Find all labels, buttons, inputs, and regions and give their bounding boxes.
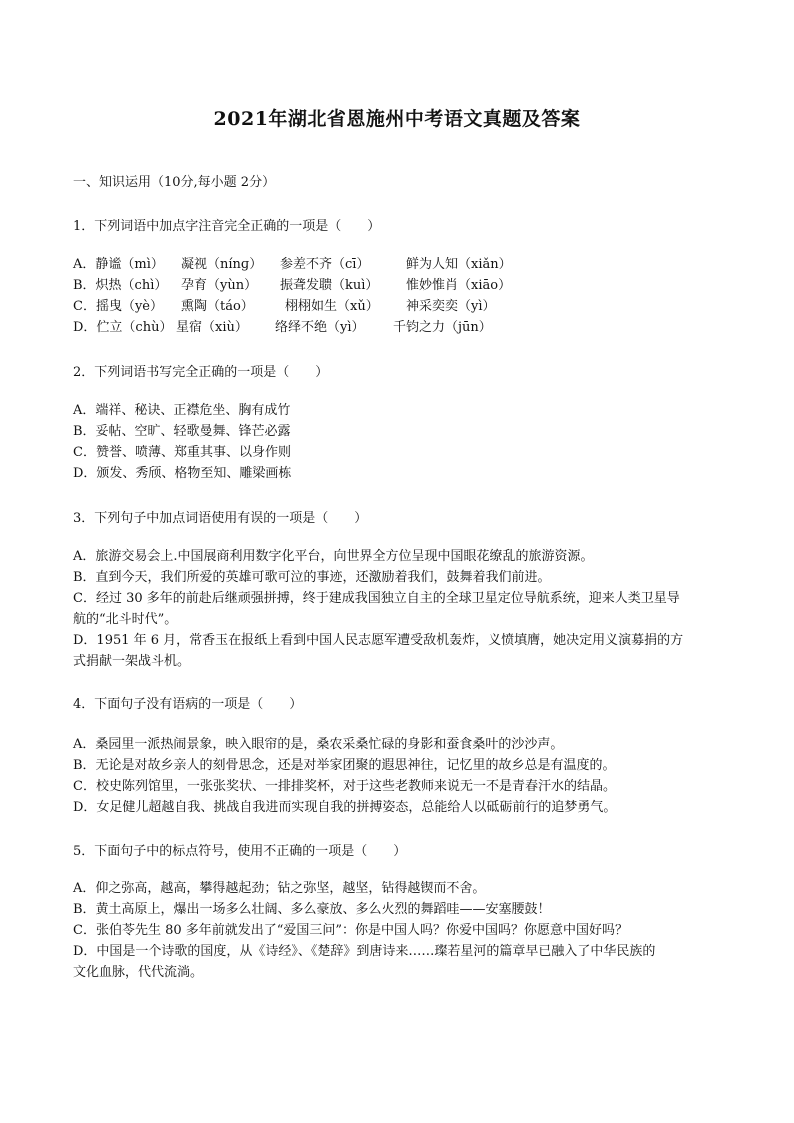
q1-d-4: 千钧之力（jūn） (393, 320, 492, 335)
q1-a-2: 凝视（nínɡ） (181, 257, 263, 272)
q5-line-4: D．中国是一个诗歌的国度，从《诗经》、《楚辞》到唐诗来……璨若星河的篇章早已融入了中华民族的 (73, 944, 656, 959)
q1-b-3: 振聋发聩（kuì） (280, 278, 379, 293)
q1-b-2: 孕育（yùn） (181, 278, 258, 293)
q4-option-a: A．桑园里一派热闹景象，映入眼帘的是，桑农采桑忙碌的身影和蚕食桑叶的沙沙声。 (73, 737, 564, 752)
q1-a-1: A．静谧（mì） (73, 257, 164, 272)
q5-line-1: A．仰之弥高，越高，攀得越起劲；钻之弥坚，越坚，钻得越锲而不舍。 (73, 881, 486, 896)
q1-b-4: 惟妙惟肖（xiāo） (406, 278, 512, 293)
q3-line-6: 式捐献一架战斗机。 (73, 654, 191, 669)
q5-line-2: B．黄土高原上，爆出一场多么壮阔、多么豪放、多么火烈的舞蹈哇——安塞腰鼓！ (73, 902, 551, 917)
q5-line-3: C．张伯苓先生 80 多年前就发出了“爱国三问”：你是中国人吗？你爱中国吗？你愿意中国好吗？ (73, 923, 629, 938)
page-title: 2021年湖北省恩施州中考语文真题及答案 (213, 108, 581, 130)
q1-a-4: 鲜为人知（xiǎn） (406, 257, 512, 272)
question-4-stem: 4．下面句子没有语病的一项是（ ） (73, 697, 303, 712)
q3-line-2: B．直到今天，我们所爱的英雄可歌可泣的事迹，还激励着我们，鼓舞着我们前进。 (73, 570, 551, 585)
q2-option-b: B．妥帖、空旷、轻歌曼舞、锋芒必露 (73, 424, 291, 439)
question-3-stem: 3．下列句子中加点词语使用有误的一项是（ ） (73, 511, 368, 526)
q1-c-4: 神采奕奕（yì） (406, 299, 496, 314)
q3-line-1: A．旅游交易会上.中国展商利用数字化平台，向世界全方位呈现中国眼花缭乱的旅游资源。 (73, 549, 594, 564)
q1-c-1: C．摇曳（yè） (73, 299, 163, 314)
question-2-stem: 2．下列词语书写完全正确的一项是（ ） (73, 365, 329, 380)
section-heading: 一、知识运用（10分,每小题 2分） (73, 175, 276, 190)
q3-line-3: C．经过 30 多年的前赴后继顽强拼搏，终于建成我国独立自主的全球卫星定位导航系统，迎来人类卫星导 (73, 591, 680, 606)
q4-option-c: C．校史陈列馆里，一张张奖状、一排排奖杯，对于这些老教师来说无一不是青春汗水的结晶。 (73, 779, 616, 794)
q2-option-d: D．颁发、秀颀、格物至知、雕梁画栋 (73, 466, 292, 481)
q1-d-1: D．伫立（chù） (73, 320, 173, 335)
q4-option-d: D．女足健儿超越自我、挑战自我进而实现自我的拼搏姿态，总能给人以砥砺前行的追梦勇气。 (73, 800, 617, 815)
q1-d-2: 星宿（xiù） (176, 320, 248, 335)
q1-d-3: 络绎不绝（yì） (275, 320, 365, 335)
q1-c-2: 熏陶（táo） (181, 299, 254, 314)
q2-option-c: C．赞誉、喷薄、郑重其事、以身作则 (73, 445, 291, 460)
q5-line-5: 文化血脉，代代流淌。 (73, 965, 204, 980)
q3-line-5: D．1951 年 6 月，常香玉在报纸上看到中国人民志愿军遭受敌机轰炸，义愤填膺，她决定用义演募捐的方 (73, 633, 684, 648)
question-1-stem: 1．下列词语中加点字注音完全正确的一项是（ ） (73, 219, 381, 234)
q1-c-3: 栩栩如生（xǔ） (285, 299, 379, 314)
q4-option-b: B．无论是对故乡亲人的刻骨思念，还是对举家团聚的遐思神往，记忆里的故乡总是有温度的。 (73, 758, 616, 773)
q3-line-4: 航的“北斗时代”。 (73, 612, 178, 627)
q1-b-1: B．炽热（chì） (73, 278, 168, 293)
question-5-stem: 5．下面句子中的标点符号，使用不正确的一项是（ ） (73, 844, 407, 859)
q2-option-a: A．端祥、秘诀、正襟危坐、胸有成竹 (73, 403, 291, 418)
q1-a-3: 参差不齐（cī） (280, 257, 370, 272)
